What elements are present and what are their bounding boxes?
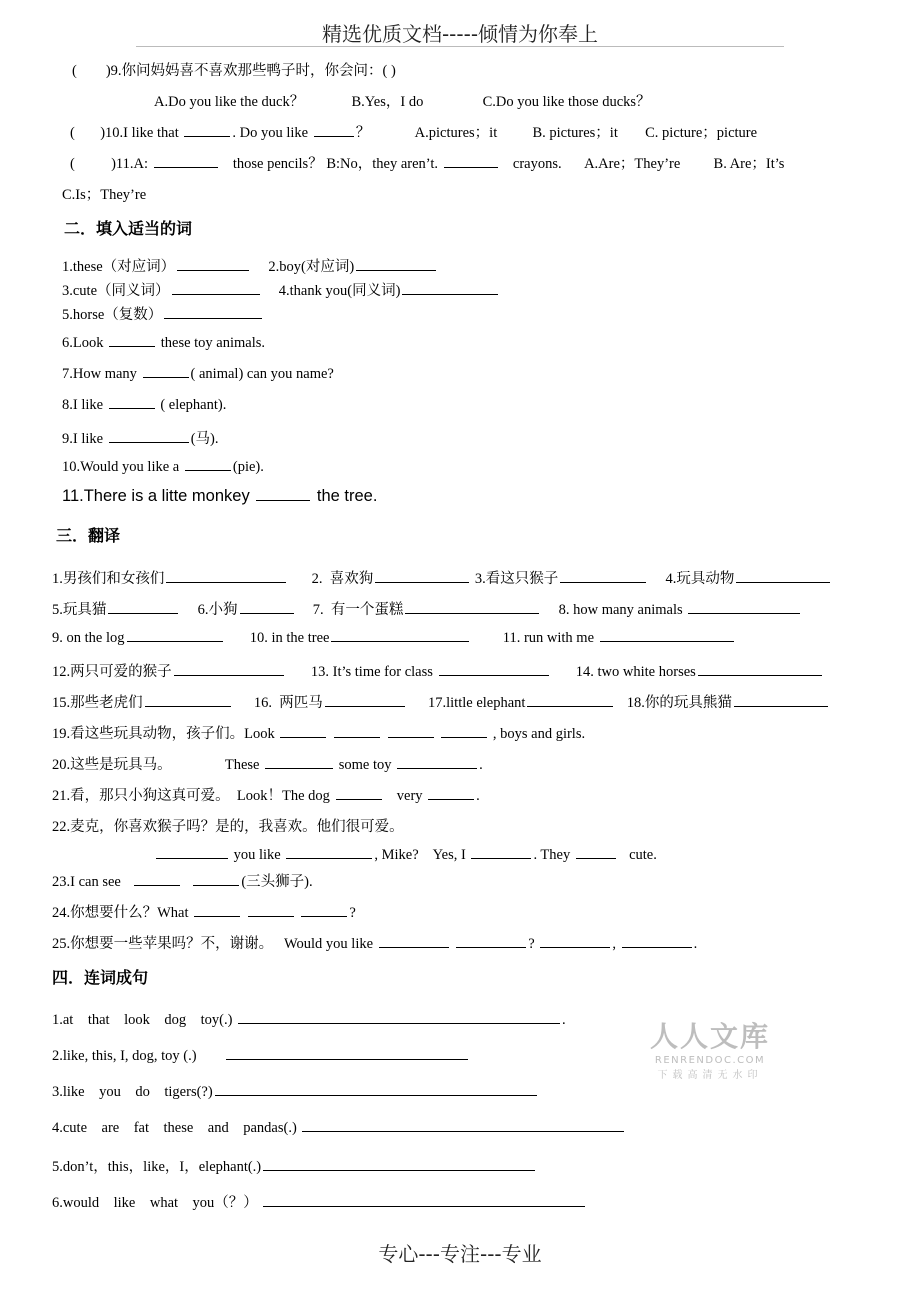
- p3-q20-these: These: [224, 757, 260, 773]
- p3-q15: 15.那些老虎们: [52, 695, 143, 711]
- p3-q3: 3.看这只猴子: [474, 571, 559, 587]
- p3-q19: 19.看这些玩具动物，孩子们。Look: [52, 726, 275, 742]
- p2-q10: 10.Would you like a: [62, 459, 180, 475]
- p3-q13: 13. It’s time for class: [310, 664, 433, 680]
- p3-q9-blank[interactable]: [127, 629, 223, 642]
- p4-s6-blank[interactable]: [263, 1194, 585, 1207]
- p3-q21-line: [52, 784, 480, 805]
- p2-q3-blank[interactable]: [172, 282, 260, 295]
- q9-opt-c: C.Do you like those ducks？: [482, 94, 651, 110]
- p2-q2: 2.boy(对应词): [268, 259, 355, 275]
- p2-q6-blank[interactable]: [109, 334, 155, 347]
- p4-s3-line: [52, 1083, 539, 1101]
- p3-q23-line: [52, 870, 313, 891]
- p3-q25-blank-2[interactable]: [456, 935, 526, 948]
- q10-blank-2[interactable]: [314, 124, 354, 137]
- p2-q8-line: [62, 396, 226, 414]
- p3-q25-end: .: [693, 936, 698, 952]
- p3-q24-blank-3[interactable]: [301, 904, 347, 917]
- p4-s5: 5.don’t，this，like，I，elephant(.): [52, 1159, 262, 1175]
- p3-q24-end: ?: [349, 905, 356, 921]
- p3-q1: 1.男孩们和女孩们: [52, 571, 165, 587]
- q9-text: 9.你问妈妈喜不喜欢那些鸭子时，你会问：( ): [110, 63, 396, 79]
- p3-q24-blank-2[interactable]: [248, 904, 294, 917]
- p4-s1: 1.at that look dog toy(.): [52, 1012, 233, 1028]
- p2-q7-rest: ( animal) can you name?: [190, 366, 334, 382]
- p2-q10-blank[interactable]: [185, 458, 231, 471]
- p3-q23: 23.I can see: [52, 874, 121, 890]
- p3-q6-blank[interactable]: [240, 601, 294, 614]
- p3-q9: 9. on the log: [52, 630, 125, 646]
- p2-q3: 3.cute（同义词）: [62, 283, 170, 299]
- p3-q21-very: very: [396, 788, 423, 804]
- p2-q8-rest: ( elephant).: [160, 397, 227, 413]
- q11-blank-1[interactable]: [154, 155, 218, 168]
- q9-paren: ( ): [72, 63, 111, 79]
- q10-opt-b: B. pictures；it: [532, 125, 618, 141]
- q11-opt-a: A.Are；They’re: [584, 156, 681, 172]
- p3-q6: 6.小狗: [197, 602, 238, 618]
- p3-q25-blank-1[interactable]: [379, 935, 449, 948]
- q10-b: . Do you like: [232, 125, 309, 141]
- p3-q19-blank-1[interactable]: [280, 725, 326, 738]
- p3-row-4: [52, 660, 824, 681]
- p4-s2: 2.like, this, I, dog, toy (.): [52, 1048, 197, 1064]
- p3-q14-blank[interactable]: [698, 663, 822, 676]
- p3-q21-end: .: [476, 788, 480, 804]
- p3-q22-answer: [154, 846, 657, 864]
- p4-s4-blank[interactable]: [302, 1119, 624, 1132]
- p3-q24: 24.你想要什么？What: [52, 905, 189, 921]
- p3-q19-blank-4[interactable]: [441, 725, 487, 738]
- q9-opt-a: A.Do you like the duck？: [154, 94, 305, 110]
- p3-q4-blank[interactable]: [736, 570, 830, 583]
- p3-q22-blank-1[interactable]: [156, 846, 228, 859]
- p3-q25-blank-3[interactable]: [540, 935, 610, 948]
- q10-opt-a: A.pictures；it: [414, 125, 498, 141]
- p2-row-1: [62, 255, 438, 276]
- p3-q22-blank-3[interactable]: [471, 846, 531, 859]
- p3-q12: 12.两只可爱的猴子: [52, 664, 172, 680]
- p3-q23-rest: (三头狮子).: [241, 874, 313, 890]
- page-header: 精选优质文档-----倾情为你奉上: [321, 22, 599, 46]
- p3-q22-e: cute.: [629, 847, 657, 863]
- p3-q20-end: .: [479, 757, 483, 773]
- p4-s4-line: [52, 1119, 626, 1137]
- p2-q6: 6.Look: [62, 335, 104, 351]
- p2-q9: 9.I like: [62, 431, 104, 447]
- q10-blank-1[interactable]: [184, 124, 230, 137]
- p3-q16: 16. 两匹马: [253, 695, 323, 711]
- p3-q20-mid: some toy: [338, 757, 392, 773]
- p3-q22-b: you like: [233, 847, 281, 863]
- p3-q20-blank-2[interactable]: [397, 756, 477, 769]
- p4-s4: 4.cute are fat these and pandas(.): [52, 1120, 297, 1136]
- p3-q25-comma: ,: [612, 936, 616, 952]
- p2-q10-rest: (pie).: [232, 459, 264, 475]
- p3-q19-line: [52, 722, 585, 743]
- p3-q25-q: ?: [528, 936, 535, 952]
- p3-q21-blank-1[interactable]: [336, 787, 382, 800]
- p3-q23-blank-1[interactable]: [134, 873, 180, 886]
- p3-q2-blank[interactable]: [375, 570, 469, 583]
- p3-q8: 8. how many animals: [558, 602, 683, 618]
- p3-row-1: [52, 567, 832, 588]
- q10-line: [70, 121, 757, 142]
- p3-q21: 21.看，那只小狗这真可爱。 Look！The dog: [52, 788, 330, 804]
- watermark-subtitle: 下载高清无水印: [657, 1070, 763, 1081]
- p3-q19-rest: , boys and girls.: [492, 726, 586, 742]
- p3-q22-blank-2[interactable]: [286, 846, 372, 859]
- q10-opt-c: C. picture；picture: [645, 125, 758, 141]
- p3-q22: 22.麦克，你喜欢猴子吗？是的，我喜欢。他们很可爱。: [52, 819, 404, 835]
- page-footer: 专心---专注---专业: [378, 1242, 542, 1266]
- q11-line: [70, 152, 784, 173]
- p2-q2-blank[interactable]: [356, 258, 436, 271]
- p3-q5: 5.玩具猫: [52, 602, 107, 618]
- q11-blank-2[interactable]: [444, 155, 498, 168]
- p3-q11: 11. run with me: [502, 630, 595, 646]
- q11-c: crayons.: [512, 156, 562, 172]
- p2-q9-rest: (马).: [190, 431, 219, 447]
- p3-q2: 2. 喜欢狗: [311, 571, 374, 587]
- p2-q7-blank[interactable]: [143, 365, 189, 378]
- p3-q24-blank-1[interactable]: [194, 904, 240, 917]
- q10-c: ？: [355, 125, 371, 141]
- p3-q23-blank-2[interactable]: [193, 873, 239, 886]
- p2-q4: 4.thank you(同义词): [278, 283, 401, 299]
- p3-q22-blank-4[interactable]: [576, 846, 616, 859]
- p2-q11-blank[interactable]: [256, 488, 310, 501]
- p2-q11-rest: the tree.: [316, 487, 378, 505]
- p4-s5-blank[interactable]: [263, 1158, 535, 1171]
- p3-q20: 20.这些是玩具马。: [52, 757, 172, 773]
- p2-q7-line: [62, 365, 334, 383]
- p3-q4: 4.玩具动物: [665, 571, 735, 587]
- p3-q8-blank[interactable]: [688, 601, 800, 614]
- p4-s2-blank[interactable]: [226, 1047, 468, 1060]
- p3-q13-blank[interactable]: [439, 663, 549, 676]
- p2-row-3: [62, 303, 264, 324]
- p3-q20-blank-1[interactable]: [265, 756, 333, 769]
- p2-q10-line: [62, 458, 264, 476]
- p3-q20-line: [52, 753, 483, 774]
- q11-b: those pencils？ B:No，they aren’t.: [232, 156, 439, 172]
- p3-q15-blank[interactable]: [145, 694, 231, 707]
- p3-row-3: [52, 629, 736, 647]
- p3-q25-line: [52, 932, 697, 953]
- p2-q6-rest: these toy animals.: [160, 335, 266, 351]
- header-rule: [136, 46, 784, 47]
- watermark-title: 人人文库: [649, 1020, 770, 1053]
- p3-q17-blank[interactable]: [527, 694, 613, 707]
- p2-q5-blank[interactable]: [164, 306, 262, 319]
- p4-s6: 6.would like what you（？）: [52, 1195, 258, 1211]
- p3-q10: 10. in the tree: [249, 630, 330, 646]
- p4-s1-line: [52, 1011, 566, 1029]
- q9-line: [72, 59, 396, 80]
- q11-a: 11.A:: [115, 156, 149, 172]
- p4-s3-blank[interactable]: [215, 1083, 537, 1096]
- p3-q18: 18.你的玩具熊猫: [626, 695, 732, 711]
- p2-q7: 7.How many: [62, 366, 137, 382]
- p2-q5: 5.horse（复数）: [62, 307, 163, 323]
- p3-row-5: [52, 691, 830, 712]
- q11-option-c: C.Is；They’re: [62, 187, 147, 203]
- p2-q4-blank[interactable]: [402, 282, 498, 295]
- section-2-heading: 二．填入适当的词: [64, 219, 193, 238]
- p4-s1-end: .: [562, 1012, 566, 1028]
- p3-q11-blank[interactable]: [600, 629, 734, 642]
- q11-paren: ( ): [70, 156, 116, 172]
- p2-q9-line: [62, 427, 219, 448]
- p3-q12-blank[interactable]: [174, 663, 284, 676]
- p3-q19-blank-2[interactable]: [334, 725, 380, 738]
- p3-q19-blank-3[interactable]: [388, 725, 434, 738]
- p3-q3-blank[interactable]: [560, 570, 646, 583]
- q10-paren: ( ): [70, 125, 106, 141]
- p2-q9-blank[interactable]: [109, 430, 189, 443]
- p2-q1: 1.these（对应词）: [62, 259, 176, 275]
- p4-s1-blank[interactable]: [238, 1011, 560, 1024]
- p2-q1-blank[interactable]: [177, 258, 249, 271]
- q10-a: 10.I like that: [105, 125, 179, 141]
- p3-q10-blank[interactable]: [331, 629, 469, 642]
- p3-row-2: [52, 598, 802, 619]
- p3-q14: 14. two white horses: [575, 664, 696, 680]
- p2-row-2: [62, 279, 500, 300]
- p2-q6-line: [62, 334, 265, 352]
- p3-q21-blank-2[interactable]: [428, 787, 474, 800]
- p2-q11-line: [62, 487, 377, 506]
- q11-opt-b: B. Are；It’s: [713, 156, 785, 172]
- p3-q22-c: , Mike? Yes, I: [374, 847, 466, 863]
- p3-q22-d: . They: [533, 847, 571, 863]
- p3-q1-blank[interactable]: [166, 570, 286, 583]
- p3-q16-blank[interactable]: [325, 694, 405, 707]
- q9-options: [154, 90, 651, 111]
- watermark: [640, 1015, 780, 1081]
- p4-s5-line: [52, 1155, 537, 1176]
- p3-q7: 7. 有一个蛋糕: [312, 602, 404, 618]
- p3-q24-line: [52, 901, 356, 922]
- p2-q8: 8.I like: [62, 397, 104, 413]
- p2-q8-blank[interactable]: [109, 396, 155, 409]
- p2-q11: 11.There is a litte monkey: [62, 487, 250, 505]
- watermark-site: RENRENDOC.COM: [654, 1055, 766, 1066]
- p4-s2-line: [52, 1047, 470, 1065]
- p4-s6-line: [52, 1191, 587, 1212]
- p3-q25: 25.你想要一些苹果吗？不，谢谢。 Would you like: [52, 936, 374, 952]
- p3-q17: 17.little elephant: [428, 695, 526, 711]
- p3-q7-blank[interactable]: [405, 601, 539, 614]
- p3-q5-blank[interactable]: [108, 601, 178, 614]
- section-4-heading: 四．连词成句: [52, 968, 149, 987]
- section-3-heading: 三．翻译: [56, 526, 121, 545]
- q9-opt-b: B.Yes，I do: [351, 94, 424, 110]
- p4-s3: 3.like you do tigers(?): [52, 1084, 213, 1100]
- p3-q18-blank[interactable]: [734, 694, 828, 707]
- p3-q25-blank-4[interactable]: [622, 935, 692, 948]
